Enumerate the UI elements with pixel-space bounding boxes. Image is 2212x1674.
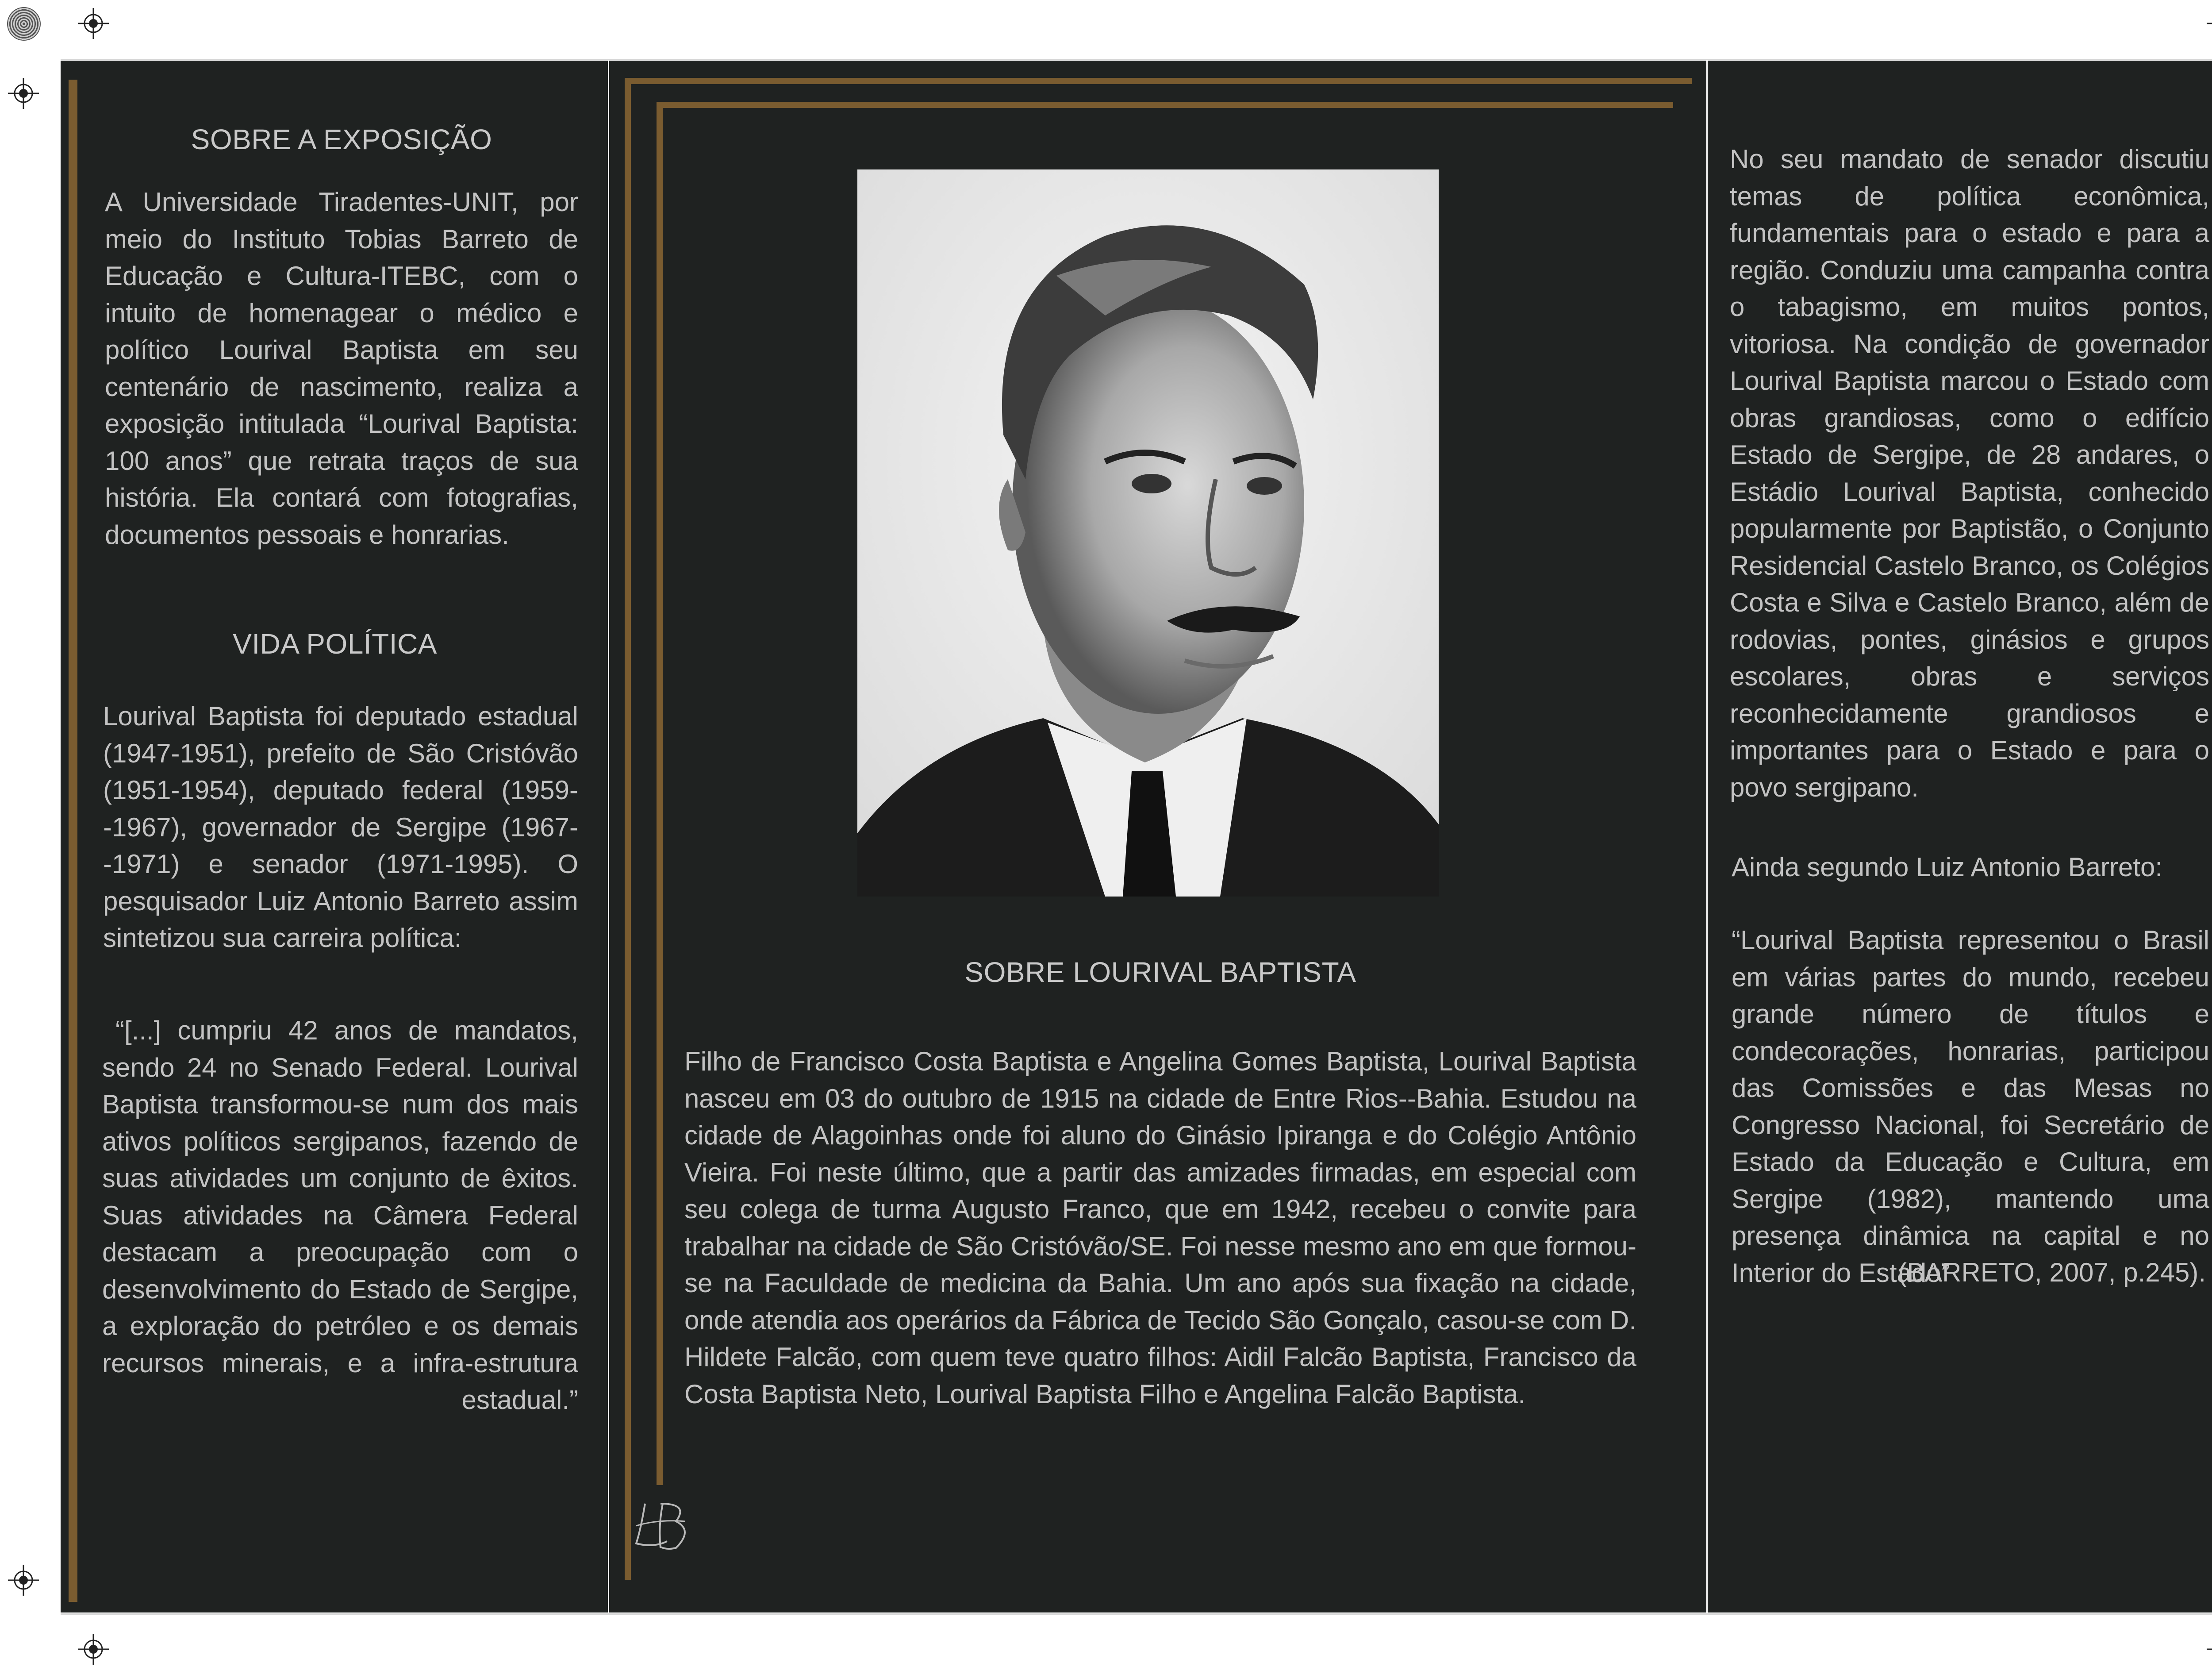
heading-sobre-exposicao: SOBRE A EXPOSIÇÃO xyxy=(191,123,492,155)
middle-frame-left-outer xyxy=(625,78,631,1580)
mandato-paragraph: No seu mandato de senador discutiu temas de política econômica, fundamentais para o estado e para a região. Conduziu uma campanha contra o tabagismo, em muitos pontos, vitoriosa. Na condição de governador Lourival Baptista marcou o Estado com obras grandiosas, como o edifício Estado de Sergipe, de 28 andares, o Estádio Lourival Baptista, conhecido popularmente por Baptistão, o Conjunto Residencial Castelo Branco, os Colégios Costa e Silva e Castelo Branco, além de rodovias, pontes, ginásios e grupos escolares, obras e serviços reconhecidamente grandiosos e importantes para o Estado e para o povo sergipano. xyxy=(1730,144,2209,802)
heading-sobre-lourival: SOBRE LOURIVAL BAPTISTA xyxy=(964,956,1356,988)
biografia-paragraph: Filho de Francisco Costa Baptista e Angelina Gomes Baptista, Lourival Baptista nasceu em 03 do outubro de 1915 na cidade de Entre Rios--Bahia. Estudou na cidade de Alagoinhas onde foi aluno do Ginásio Ipiranga e do Colégio Antônio Vieira. Foi neste último, que a partir das amizades firmadas, em especial com seu colega de turma Augusto Franco, que em 1942, recebeu o convite para trabalhar na cidade de São Cristóvão/SE. Foi nesse mesmo ano em que formou-se na Faculdade de medicina da Bahia. Um ano após sua fixação na cidade, onde atendia aos operários da Fábrica de Tecido São Gonçalo, casou-se com D. Hildete Falcão, com quem teve quatro filhos: Aidil Falcão Baptista, Francisco da Costa Baptista Neto, Lourival Baptista Filho e Angelina Falcão Baptista. xyxy=(684,1047,1636,1409)
heading-vida-politica: VIDA POLÍTICA xyxy=(233,628,437,660)
trim-line-bottom xyxy=(61,1613,2212,1615)
portrait-photo xyxy=(857,169,1439,897)
left-gold-rule xyxy=(69,80,77,1602)
vida-politica-paragraph: Lourival Baptista foi deputado estadual (1947-1951), prefeito de São Cristóvão (1951-1954), deputado federal (1959--1967), governador de Sergipe (1967--1971) e senador (1971-1995). O pesquisador Luiz Antonio Barreto assim sintetizou sua carreira política: xyxy=(103,701,578,953)
ainda-segundo-text: Ainda segundo Luiz Antonio Barreto: xyxy=(1732,852,2163,882)
registration-mark-icon xyxy=(8,1565,39,1596)
registration-mark-icon xyxy=(78,1634,109,1665)
monogram-signature-icon xyxy=(627,1495,698,1557)
barreto-quote-left: “[...] cumpriu 42 anos de mandatos, sendo 24 no Senado Federal. Lourival Baptista transformou-se num dos mais ativos políticos sergipanos, fazendo de suas atividades um conjunto de êxitos. Suas atividades na Câmera Federal destacam a preocupação com o desenvolvimento do Estado de Sergipe, a exploração do petróleo e os demais recursos minerais, e a infra-estrutura estadual.” xyxy=(102,1016,578,1415)
exposicao-paragraph: A Universidade Tiradentes-UNIT, por meio do Instituto Tobias Barreto de Educação e Cultura-ITEBC, com o intuito de homenagear o médico e político Lourival Baptista em seu centenário de nascimento, realiza a exposição intitulada “Lourival Baptista: 100 anos” que retrata traços de sua história. Ela contará com fotografias, documentos pessoais e honrarias. xyxy=(105,187,578,550)
middle-frame-top-inner xyxy=(657,102,1673,108)
middle-frame-top-outer xyxy=(625,78,1692,84)
barreto-citation: (BARRETO, 2007, p.245). xyxy=(1898,1258,2206,1287)
registration-mark-icon xyxy=(2207,8,2212,39)
registration-mark-icon xyxy=(2207,1634,2212,1665)
color-bar-icon xyxy=(7,7,41,41)
barreto-quote-right: “Lourival Baptista representou o Brasil em várias partes do mundo, recebeu grande número de títulos e condecorações, honrarias, participou das Comissões e das Mesas no Congresso Nacional, foi Secretário de Estado da Educação e Cultura, em Sergipe (1982), mantendo uma presença dinâmica na capital e no Interior do Estado” xyxy=(1732,925,2209,1288)
registration-mark-icon xyxy=(8,78,39,109)
middle-frame-left-inner xyxy=(657,102,663,1485)
trim-line-top xyxy=(61,59,2212,60)
registration-mark-icon xyxy=(78,8,109,39)
